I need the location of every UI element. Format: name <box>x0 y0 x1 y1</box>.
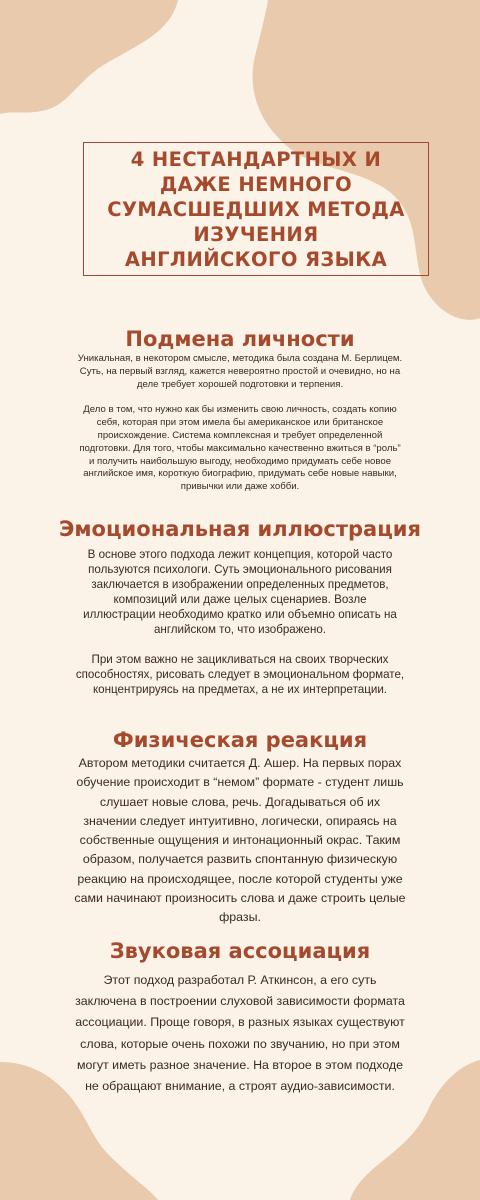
section-paragraph: При этом важно не зацикливаться на своих творческих способностях, рисовать следует в эмоциональном формате, концентрируясь на предметах, а не их интерпретации. <box>75 653 405 696</box>
top-left-blob <box>0 0 178 114</box>
section-heading: Звуковая ассоциация <box>109 939 371 963</box>
section-heading: Подмена личности <box>125 327 355 351</box>
section-paragraph: В основе этого подхода лежит концепция, которой часто пользуются психологи. Суть эмоционального рисования заключается в изображении определенных предметов, композиций или даже целых сценариев. Возле иллюстрации необходимо кратко или объемно описать на английском то, что изображено. <box>83 548 397 636</box>
title-frame <box>83 142 429 276</box>
section-paragraph: Автором методики считается Д. Ашер. На первых порах обучение происходит в “немом” формате - студент лишь слушает новые слова, речь. Догадываться об их значении следует интуитивно, логически, опираясь на собственные ощущения и интонационный окрас. Таким образом, получается развить спонтанную физическую реакцию на происходящее, после которой студенты уже сами начинают произносить слова и даже строить целые фразы. <box>74 756 406 925</box>
section-paragraph: Дело в том, что нужно как бы изменить свою личность, создать копию себя, которая при этом имела бы американское или британское происхождение. Система комплексная и требует определенной подготовки. Для того, чтобы максимально качественно вжиться в “роль” и получить наибольшую выгоду, необходимо придумать себе новое английское имя, короткую биографию, придумать себе новые навыки, привычки или даже хобби. <box>79 404 401 493</box>
section-physical-reaction <box>0 726 480 928</box>
page-title: 4 НЕСТАНДАРТНЫХ И ДАЖЕ НЕМНОГО СУМАСШЕДШИХ МЕТОДА ИЗУЧЕНИЯ АНГЛИЙСКОГО ЯЗЫКА <box>107 147 405 271</box>
section-emotional-illustration <box>0 515 480 697</box>
section-sound-association <box>0 936 480 1097</box>
section-identity-swap <box>0 325 480 494</box>
section-heading: Физическая реакция <box>112 728 368 752</box>
section-heading: Эмоциональная иллюстрация <box>58 517 421 541</box>
section-paragraph: Этот подход разработал Р. Аткинсон, а его суть заключена в построении слуховой зависимости формата ассоциации. Проще говоря, в разных языках существуют слова, которые очень похожи по звучанию, но при этом могут иметь разное значение. На второе в этом подходе не обращают внимание, а строят аудио-зависимости. <box>75 973 405 1094</box>
section-paragraph: Уникальная, в некотором смысле, методика была создана М. Берлицем. Суть, на первый взгляд, кажется невероятно простой и очевидно, но на деле требует хорошей подготовки и терпения. <box>77 353 403 390</box>
